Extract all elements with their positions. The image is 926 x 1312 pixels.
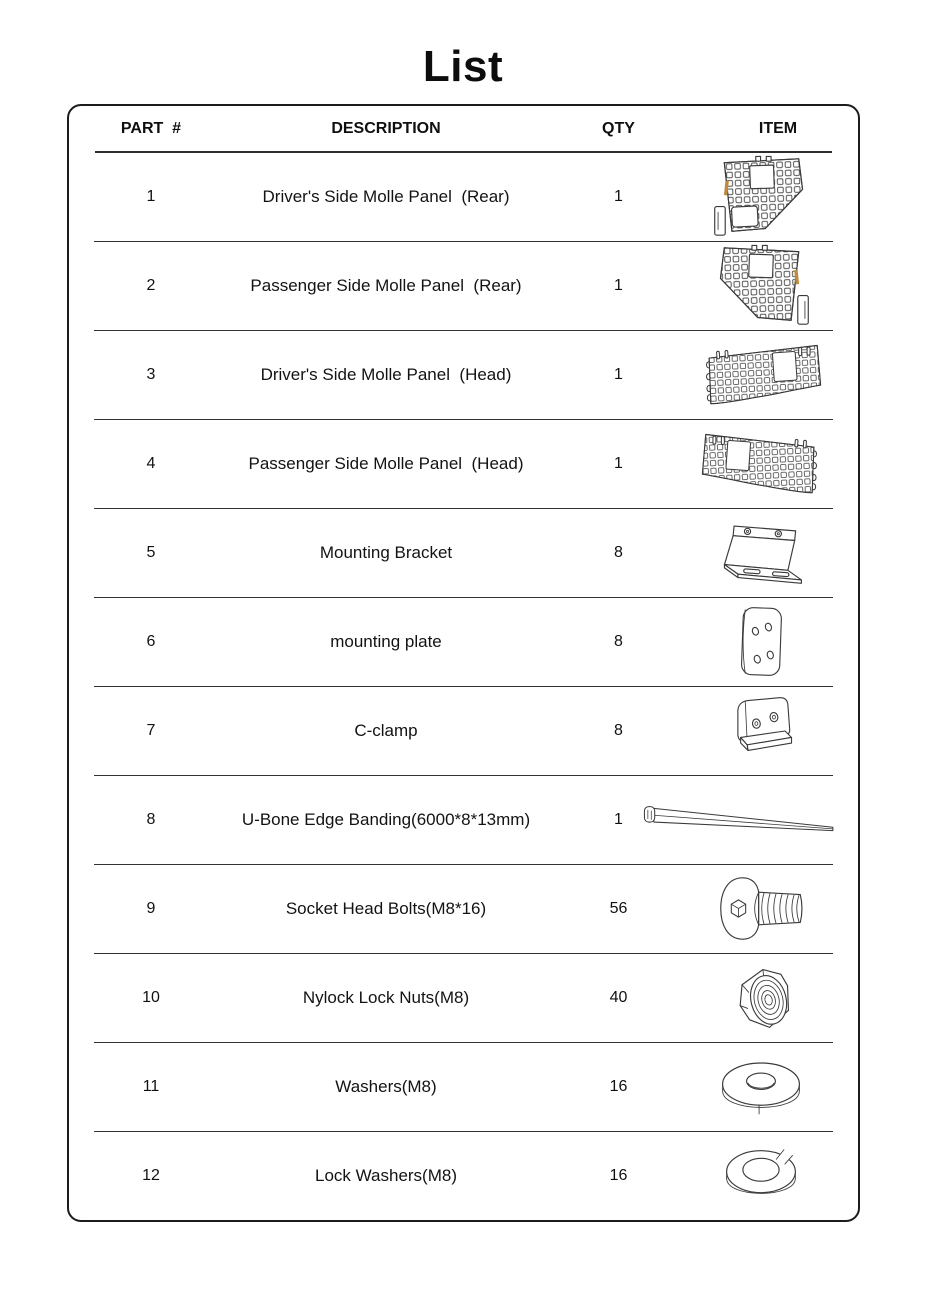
part-description: Lock Washers(M8)	[314, 1165, 457, 1185]
part-item-cell	[699, 874, 858, 943]
table-row	[69, 153, 858, 241]
table-row	[69, 1043, 858, 1131]
part-description: U-Bone Edge Banding(6000*8*13mm)	[241, 809, 531, 829]
part-qty: 56	[609, 899, 628, 917]
table-row	[69, 1132, 858, 1220]
driver-side-molle-panel-rear-icon	[708, 155, 815, 239]
mounting-bracket-icon	[711, 516, 811, 590]
u-bone-edge-banding-icon	[641, 798, 838, 841]
part-qty: 16	[609, 1077, 628, 1095]
part-qty: 1	[614, 810, 623, 828]
part-qty: 8	[614, 632, 623, 650]
part-description: Nylock Lock Nuts(M8)	[302, 987, 470, 1007]
table-row	[69, 687, 858, 775]
document	[0, 44, 926, 1222]
lock-washer-icon	[719, 1144, 803, 1207]
part-item-cell	[699, 244, 858, 328]
part-qty: 1	[614, 454, 623, 472]
part-description: Passenger Side Molle Panel (Head)	[248, 453, 524, 473]
table-row	[69, 776, 858, 864]
part-number: 11	[142, 1077, 160, 1095]
part-description: mounting plate	[330, 631, 442, 651]
part-qty: 16	[609, 1166, 628, 1184]
part-qty: 1	[614, 365, 623, 383]
table-row	[69, 420, 858, 508]
part-item-cell	[699, 1144, 858, 1207]
part-description: C-clamp	[354, 720, 418, 740]
c-clamp-icon	[724, 694, 798, 768]
part-item-cell	[699, 337, 858, 413]
part-qty: 40	[609, 988, 628, 1006]
part-item-cell	[699, 426, 858, 502]
part-item-cell	[699, 798, 858, 841]
table-row	[69, 509, 858, 597]
part-number: 3	[146, 365, 156, 383]
part-qty: 1	[614, 276, 623, 294]
part-number: 12	[142, 1166, 160, 1184]
nylock-lock-nut-icon	[725, 961, 797, 1035]
table-row	[69, 954, 858, 1042]
table-row	[69, 331, 858, 419]
part-item-cell	[699, 694, 858, 768]
part-item-cell	[699, 604, 858, 679]
part-number: 8	[146, 810, 156, 828]
header-description: DESCRIPTION	[331, 119, 441, 137]
passenger-side-molle-panel-head-icon	[699, 426, 824, 502]
header-item: ITEM	[758, 119, 798, 137]
table-row	[69, 865, 858, 953]
mounting-plate-icon	[734, 604, 788, 679]
passenger-side-molle-panel-rear-icon	[708, 244, 815, 328]
part-number: 5	[146, 543, 156, 561]
page-title: List	[422, 42, 504, 91]
part-item-cell	[699, 1056, 858, 1118]
part-number: 7	[146, 721, 156, 739]
part-description: Mounting Bracket	[319, 542, 453, 562]
header-qty: QTY	[602, 119, 635, 137]
part-number: 9	[146, 899, 156, 917]
header-part-number: PART #	[120, 119, 182, 137]
table-row	[69, 242, 858, 330]
part-number: 1	[146, 187, 156, 205]
table-row	[69, 598, 858, 686]
part-number: 6	[146, 632, 156, 650]
part-description: Socket Head Bolts(M8*16)	[285, 898, 487, 918]
part-qty: 8	[614, 543, 623, 561]
washer-icon	[713, 1056, 809, 1118]
socket-head-bolt-icon	[713, 874, 809, 943]
driver-side-molle-panel-head-icon	[699, 337, 824, 413]
part-qty: 1	[614, 187, 623, 205]
part-number: 4	[146, 454, 156, 472]
part-description: Driver's Side Molle Panel (Rear)	[262, 186, 510, 206]
part-qty: 8	[614, 721, 623, 739]
part-item-cell	[699, 961, 858, 1035]
part-number: 2	[146, 276, 156, 294]
part-number: 10	[142, 988, 160, 1006]
parts-table	[67, 104, 860, 1222]
table-header	[69, 106, 858, 151]
part-description: Washers(M8)	[335, 1076, 437, 1096]
part-description: Driver's Side Molle Panel (Head)	[260, 364, 512, 384]
part-description: Passenger Side Molle Panel (Rear)	[250, 275, 522, 295]
part-item-cell	[699, 155, 858, 239]
part-item-cell	[699, 516, 858, 590]
